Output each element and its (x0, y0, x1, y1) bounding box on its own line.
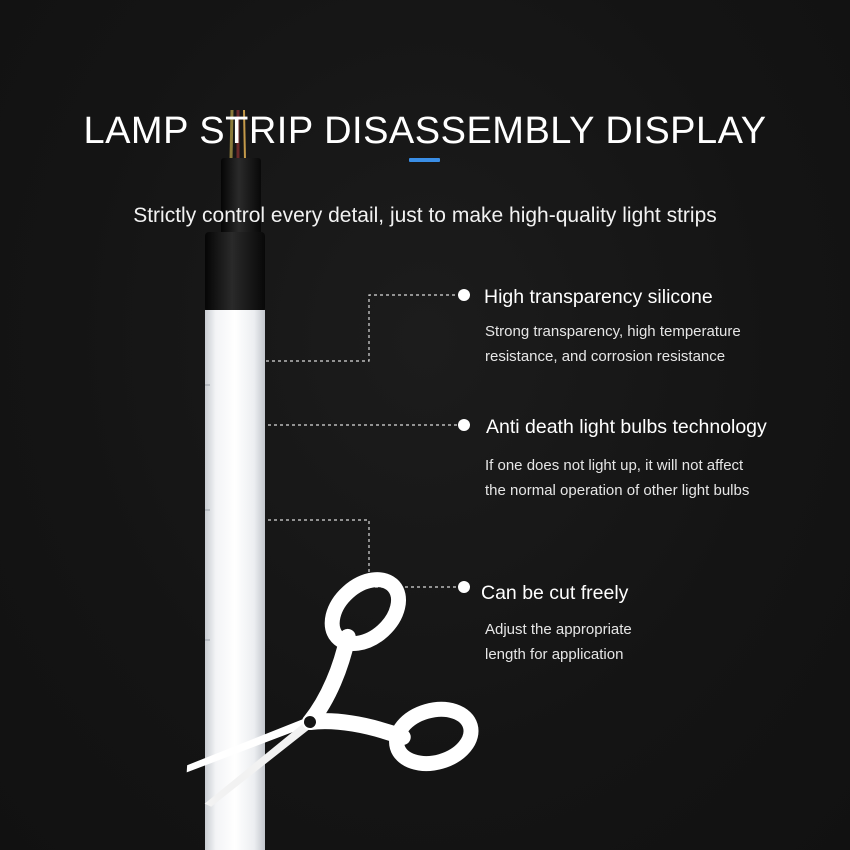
feature-desc-line: If one does not light up, it will not affect (485, 457, 744, 474)
accent-divider (409, 158, 440, 162)
dot-icon (458, 581, 470, 593)
feature-title-silicone: High transparency silicone (484, 286, 713, 308)
feature-desc-silicone (485, 319, 741, 369)
strip-end-cap (205, 158, 265, 312)
dot-icon (458, 419, 470, 431)
scissors-icon (145, 559, 494, 850)
feature-title-anti-death: Anti death light bulbs technology (486, 416, 767, 438)
page-subtitle: Strictly control every detail, just to make high-quality light strips (133, 204, 717, 227)
feature-desc-line: Strong transparency, high temperature (485, 323, 741, 340)
feature-title-cut: Can be cut freely (481, 582, 629, 604)
feature-desc-anti-death (485, 453, 749, 503)
feature-desc-line: Adjust the appropriate (485, 621, 632, 638)
feature-desc-cut (485, 617, 632, 667)
dot-icon (458, 289, 470, 301)
feature-desc-line: length for application (485, 646, 624, 663)
feature-desc-line: the normal operation of other light bulbs (485, 482, 750, 499)
callout-lines (266, 295, 458, 587)
feature-desc-line: resistance, and corrosion resistance (485, 348, 726, 365)
page-title: LAMP STRIP DISASSEMBLY DISPLAY (83, 110, 767, 153)
